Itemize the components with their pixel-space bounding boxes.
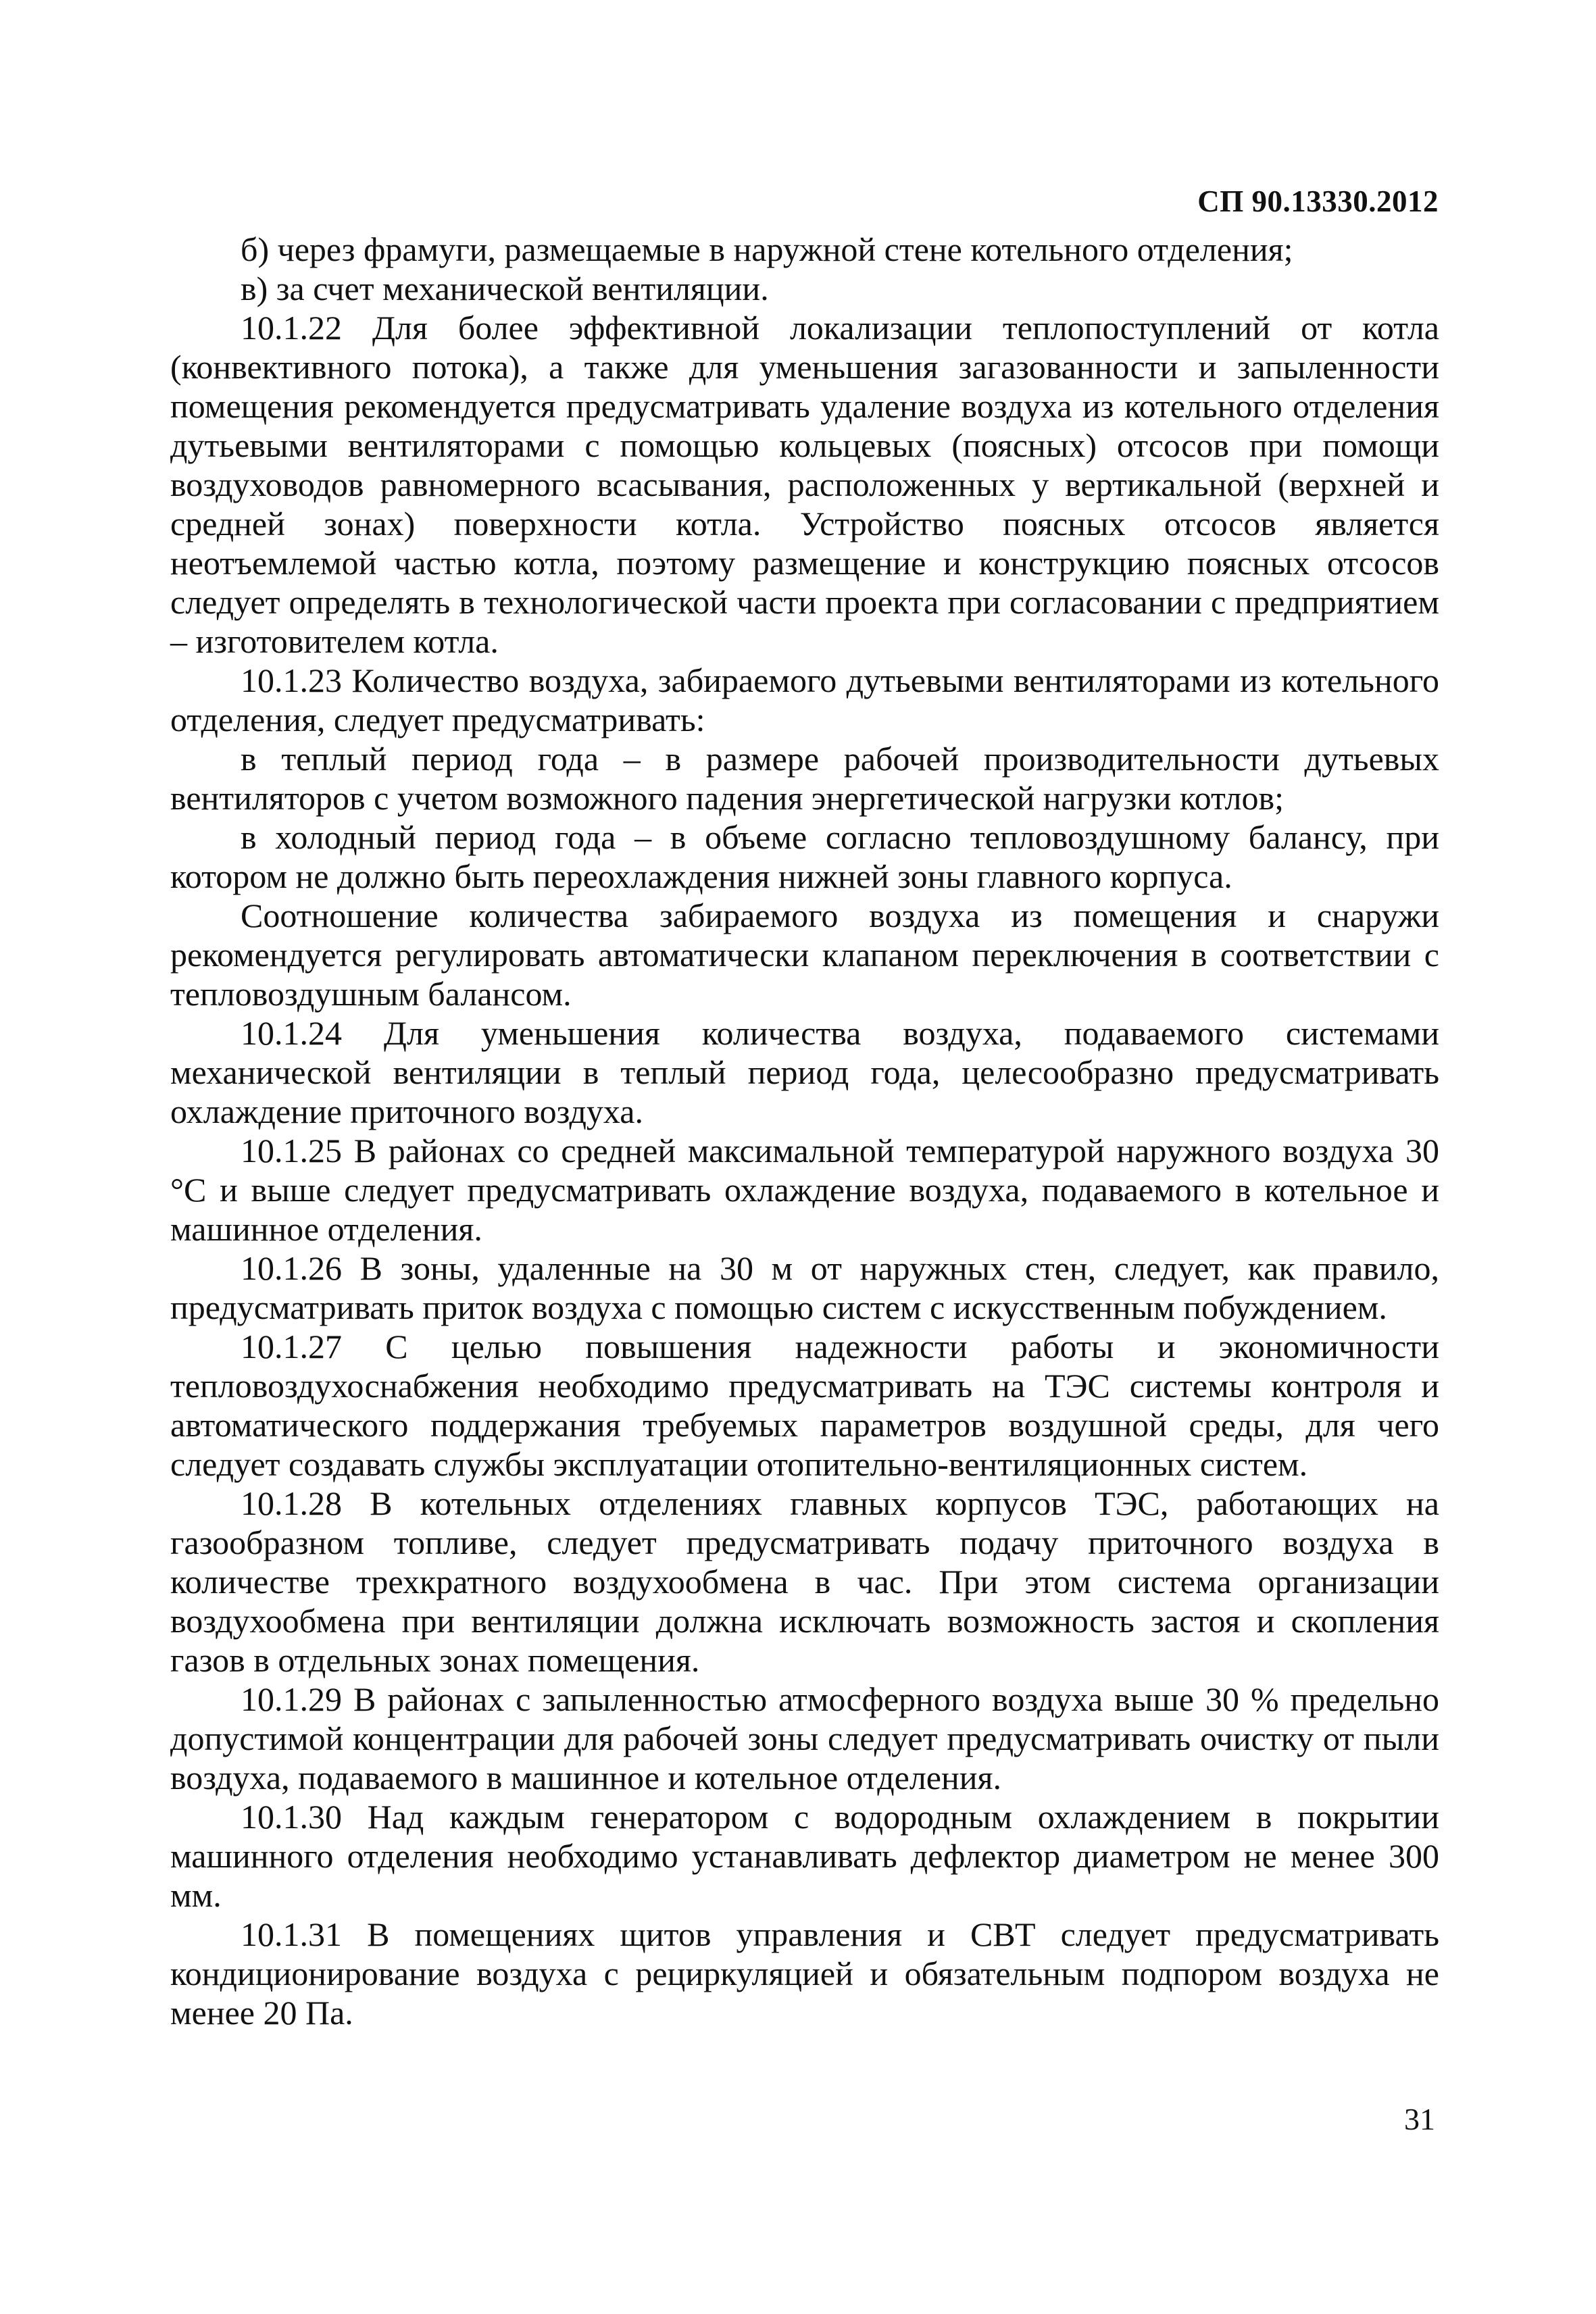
paragraph-10-1-26: 10.1.26 В зоны, удаленные на 30 м от наружных стен, следует, как правило, предусматривать приток воздуха с помощью систем с искусственным побуждением. — [170, 1249, 1439, 1326]
paragraph-10-1-31: 10.1.31 В помещениях щитов управления и СВТ следует предусматривать кондиционирование воздуха с рециркуляцией и обязательным подпором воздуха не менее 20 Па. — [170, 1915, 1439, 2032]
paragraph-10-1-25: 10.1.25 В районах со средней максимальной температурой наружного воздуха 30 °С и выше следует предусматривать охлаждение воздуха, подаваемого в котельное и машинное отделения. — [170, 1132, 1439, 1248]
paragraph-10-1-27: 10.1.27 С целью повышения надежности работы и экономичности тепловоздухоснабжения необходимо предусматривать на ТЭС системы контроля и автоматического поддержания требуемых параметров воздушной среды, для чего следует создавать службы эксплуатации отопительно-вентиляционных систем. — [170, 1328, 1439, 1483]
paragraph-10-1-22: 10.1.22 Для более эффективной локализации теплопоступлений от котла (конвективного потока), а также для уменьшения загазованности и запыленности помещения рекомендуется предусматривать удаление воздуха из котельного отделения дутьевыми вентиляторами с помощью кольцевых (поясных) отсосов при помощи воздуховодов равномерного всасывания, расположенных у вертикальной (верхней и средней зонах) поверхности котла. Устройство поясных отсосов является неотъемлемой частью котла, поэтому размещение и конструкцию поясных отсосов следует определять в технологической части проекта при согласовании с предприятием – изготовителем котла. — [170, 309, 1439, 660]
paragraph-item-v: в) за счет механической вентиляции. — [241, 270, 769, 307]
paragraph-cold-period: в холодный период года – в объеме согласно тепловоздушному балансу, при котором не должно быть переохлаждения нижней зоны главного корпуса. — [170, 818, 1439, 895]
page-number: 31 — [1404, 2102, 1435, 2136]
paragraph-air-ratio: Соотношение количества забираемого воздуха из помещения и снаружи рекомендуется регулировать автоматически клапаном переключения в соответствии с тепловоздушным балансом. — [170, 897, 1439, 1013]
paragraph-10-1-28: 10.1.28 В котельных отделениях главных корпусов ТЭС, работающих на газообразном топливе, следует предусматривать подачу приточного воздуха в количестве трехкратного воздухообмена в час. При этом система организации воздухообмена при вентиляции должна исключать возможность застоя и скопления газов в отдельных зонах помещения. — [170, 1484, 1439, 1679]
document-code-header: СП 90.13330.2012 — [1197, 184, 1439, 218]
paragraph-10-1-23: 10.1.23 Количество воздуха, забираемого дутьевыми вентиляторами из котельного отделения, следует предусматривать: — [170, 661, 1439, 738]
document-body — [170, 230, 1439, 2032]
paragraph-10-1-29: 10.1.29 В районах с запыленностью атмосферного воздуха выше 30 % предельно допустимой концентрации для рабочей зоны следует предусматривать очистку от пыли воздуха, подаваемого в машинное и котельное отделения. — [170, 1680, 1439, 1796]
paragraph-warm-period: в теплый период года – в размере рабочей производительности дутьевых вентиляторов с учетом возможного падения энергетической нагрузки котлов; — [170, 740, 1439, 817]
paragraph-10-1-30: 10.1.30 Над каждым генератором с водородным охлаждением в покрытии машинного отделения необходимо устанавливать дефлектор диаметром не менее 300 мм. — [170, 1798, 1439, 1914]
paragraph-item-b: б) через фрамуги, размещаемые в наружной стене котельного отделения; — [241, 230, 1293, 268]
paragraph-10-1-24: 10.1.24 Для уменьшения количества воздуха, подаваемого системами механической вентиляции в теплый период года, целесообразно предусматривать охлаждение приточного воздуха. — [170, 1014, 1439, 1130]
